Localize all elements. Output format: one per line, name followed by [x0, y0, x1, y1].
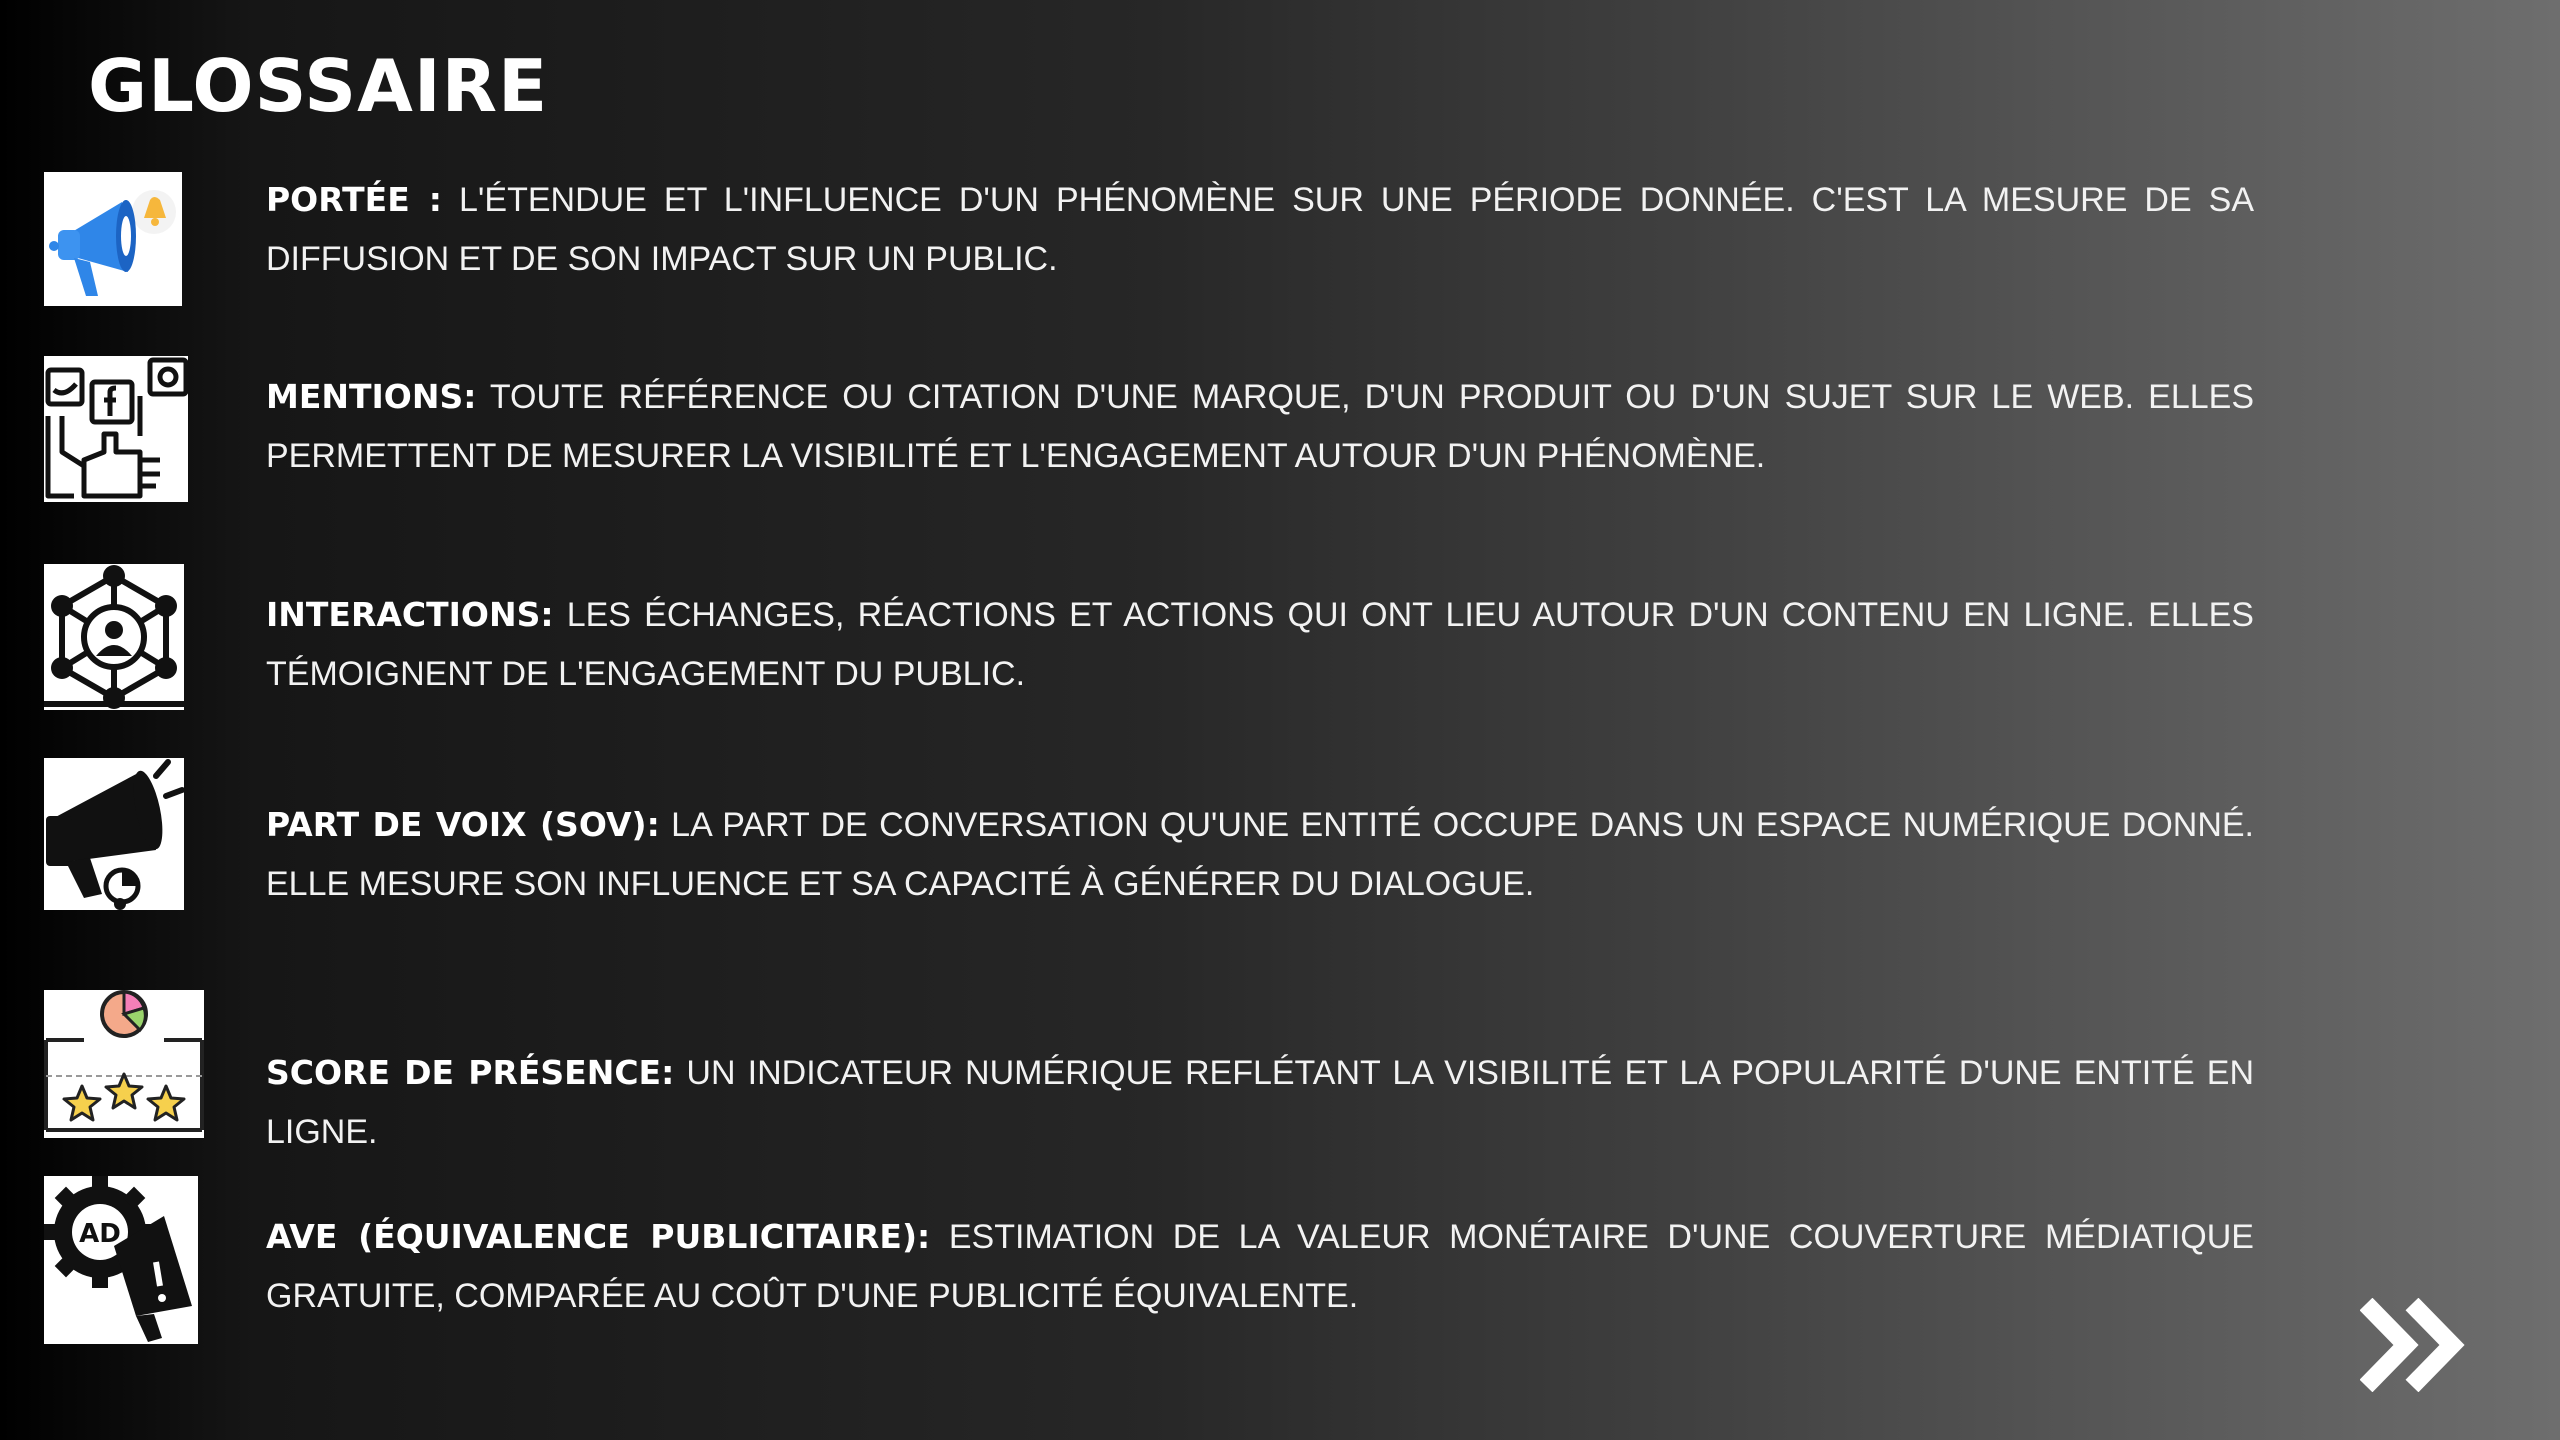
glossary-definition — [266, 1207, 2254, 1326]
glossary-term: INTERACTIONS: — [266, 595, 554, 634]
glossary-definition — [266, 367, 2254, 486]
glossary-definition-text: LES ÉCHANGES, RÉACTIONS ET ACTIONS QUI ONT LIEU AUTOUR D'UN CONTENU EN LIGNE. ELLES TÉMOIGNENT DE L'ENGAGEMENT DU PUBLIC. — [266, 596, 2254, 693]
glossary-term: PORTÉE : — [266, 180, 443, 219]
svg-text:AD: AD — [79, 1219, 121, 1249]
network-user-icon — [44, 564, 184, 710]
glossary-term: PART DE VOIX (SOV): — [266, 805, 660, 844]
megaphone-chart-icon — [44, 758, 184, 910]
double-chevron-right-icon[interactable] — [2360, 1298, 2466, 1392]
glossary-definition-text: TOUTE RÉFÉRENCE OU CITATION D'UNE MARQUE, D'UN PRODUIT OU D'UN SUJET SUR LE WEB. ELLES PERMETTENT DE MESURER LA VISIBILITÉ ET L'ENGAGEMENT AUTOUR D'UN PHÉNOMÈNE. — [266, 378, 2254, 475]
glossary-definition-text: ESTIMATION DE LA VALEUR MONÉTAIRE D'UNE COUVERTURE MÉDIATIQUE GRATUITE, COMPARÉE AU COÛT D'UNE PUBLICITÉ ÉQUIVALENTE. — [266, 1218, 2254, 1315]
glossary-definition — [266, 170, 2254, 289]
ad-gear-megaphone-icon — [44, 1176, 198, 1344]
social-mentions-icon — [44, 356, 188, 502]
glossary-definition — [266, 795, 2254, 914]
glossary-definition-text: UN INDICATEUR NUMÉRIQUE REFLÉTANT LA VISIBILITÉ ET LA POPULARITÉ D'UNE ENTITÉ EN LIGNE. — [266, 1054, 2254, 1151]
page-title: GLOSSAIRE — [88, 44, 549, 128]
glossary-definition-text: LA PART DE CONVERSATION QU'UNE ENTITÉ OCCUPE DANS UN ESPACE NUMÉRIQUE DONNÉ. ELLE MESURE SON INFLUENCE ET SA CAPACITÉ À GÉNÉRER DU DIALOGUE. — [266, 806, 2254, 903]
glossary-definition-text: L'ÉTENDUE ET L'INFLUENCE D'UN PHÉNOMÈNE SUR UNE PÉRIODE DONNÉE. C'EST LA MESURE DE SA DIFFUSION ET DE SON IMPACT SUR UN PUBLIC. — [266, 181, 2254, 278]
glossary-definition — [266, 1043, 2254, 1162]
glossary-definition — [266, 585, 2254, 704]
glossary-term: AVE (ÉQUIVALENCE PUBLICITAIRE): — [266, 1217, 931, 1256]
megaphone-notification-icon — [44, 172, 182, 306]
glossary-term: SCORE DE PRÉSENCE: — [266, 1053, 675, 1092]
glossary-term: MENTIONS: — [266, 377, 477, 416]
stars-rating-icon — [44, 990, 204, 1138]
